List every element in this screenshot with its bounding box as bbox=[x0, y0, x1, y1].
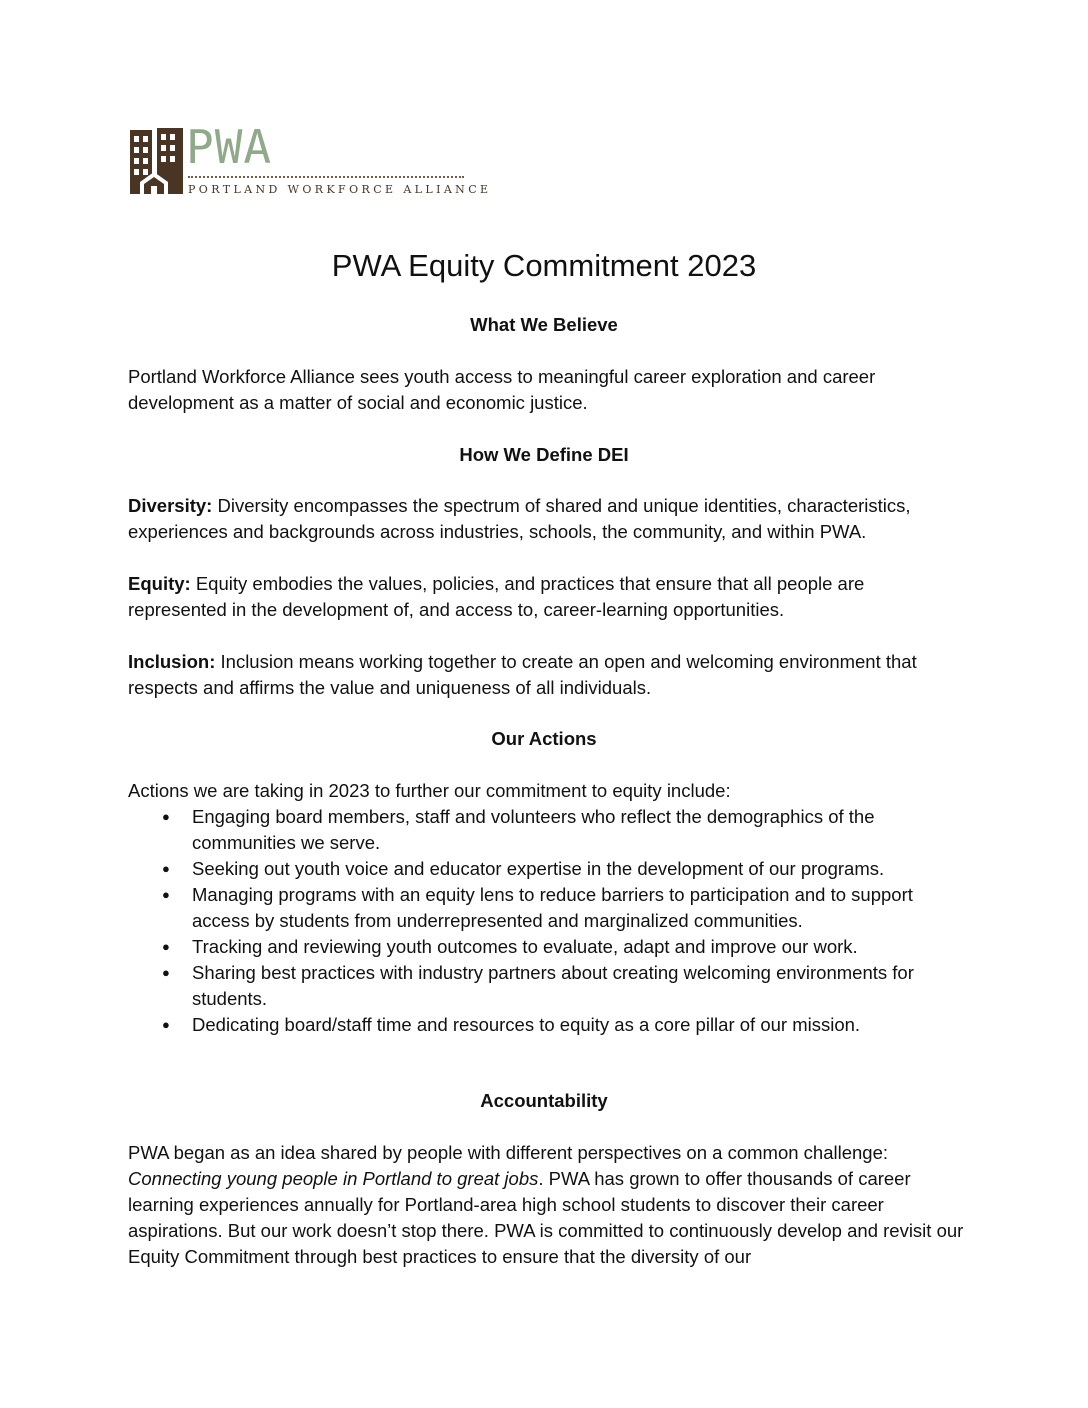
logo-wordmark: PWA bbox=[186, 120, 273, 174]
list-item: ● Dedicating board/staff time and resources to equity as a core pillar of our mission. bbox=[128, 1012, 968, 1038]
list-item: ● Engaging board members, staff and volunteers who reflect the demographics of the communities we serve. bbox=[128, 804, 968, 856]
inclusion-term: Inclusion: bbox=[128, 651, 216, 672]
heading-accountability: Accountability bbox=[480, 1090, 608, 1111]
diversity-text: Diversity encompasses the spectrum of shared and unique identities, characteristics, experiences and backgrounds across industries, schools, the community, and within PWA. bbox=[128, 495, 911, 542]
actions-intro: Actions we are taking in 2023 to further our commitment to equity include: bbox=[128, 780, 731, 801]
pwa-logo bbox=[130, 120, 492, 198]
list-item: ● Seeking out youth voice and educator expertise in the development of our programs. bbox=[128, 856, 968, 882]
accountability-paragraph bbox=[128, 1140, 968, 1270]
equity-text: Equity embodies the values, policies, and practices that ensure that all people are represented in the development of, and access to, career-learning opportunities. bbox=[128, 573, 865, 620]
equity-paragraph bbox=[128, 571, 968, 623]
inclusion-text: Inclusion means working together to create an open and welcoming environment that respects and affirms the value and uniqueness of all individuals. bbox=[128, 651, 917, 698]
logo-divider bbox=[188, 176, 464, 178]
list-item: ● Managing programs with an equity lens to reduce barriers to participation and to support access by students from underrepresented and marginalized communities. bbox=[128, 882, 968, 934]
equity-term: Equity: bbox=[128, 573, 191, 594]
diversity-term: Diversity: bbox=[128, 495, 213, 516]
actions-list bbox=[128, 804, 968, 1038]
heading-define-dei: How We Define DEI bbox=[459, 444, 629, 465]
accountability-text-start: PWA began as an idea shared by people with different perspectives on a common challenge: bbox=[128, 1142, 888, 1163]
list-item: ● Sharing best practices with industry partners about creating welcoming environments for students. bbox=[128, 960, 968, 1012]
buildings-icon bbox=[130, 128, 184, 196]
heading-what-we-believe: What We Believe bbox=[470, 314, 618, 335]
heading-our-actions: Our Actions bbox=[491, 728, 597, 749]
accountability-italic: Connecting young people in Portland to great jobs bbox=[128, 1168, 539, 1189]
believe-paragraph: Portland Workforce Alliance sees youth access to meaningful career exploration and career development as a matter of social and economic justice. bbox=[128, 366, 876, 413]
logo-tagline: PORTLAND WORKFORCE ALLIANCE bbox=[188, 183, 492, 196]
document-title: PWA Equity Commitment 2023 bbox=[331, 248, 757, 283]
list-item: ● Tracking and reviewing youth outcomes to evaluate, adapt and improve our work. bbox=[128, 934, 968, 960]
inclusion-paragraph bbox=[128, 649, 968, 701]
diversity-paragraph bbox=[128, 493, 968, 545]
accountability-text-end: . PWA has grown to offer thousands of career learning experiences annually for Portland-area high school students to discover their career aspirations. But our work doesn’t stop there. PWA is committed to continuously develop and revisit our Equity Commitment through best practices to ensure that the diversity of our bbox=[128, 1168, 964, 1267]
